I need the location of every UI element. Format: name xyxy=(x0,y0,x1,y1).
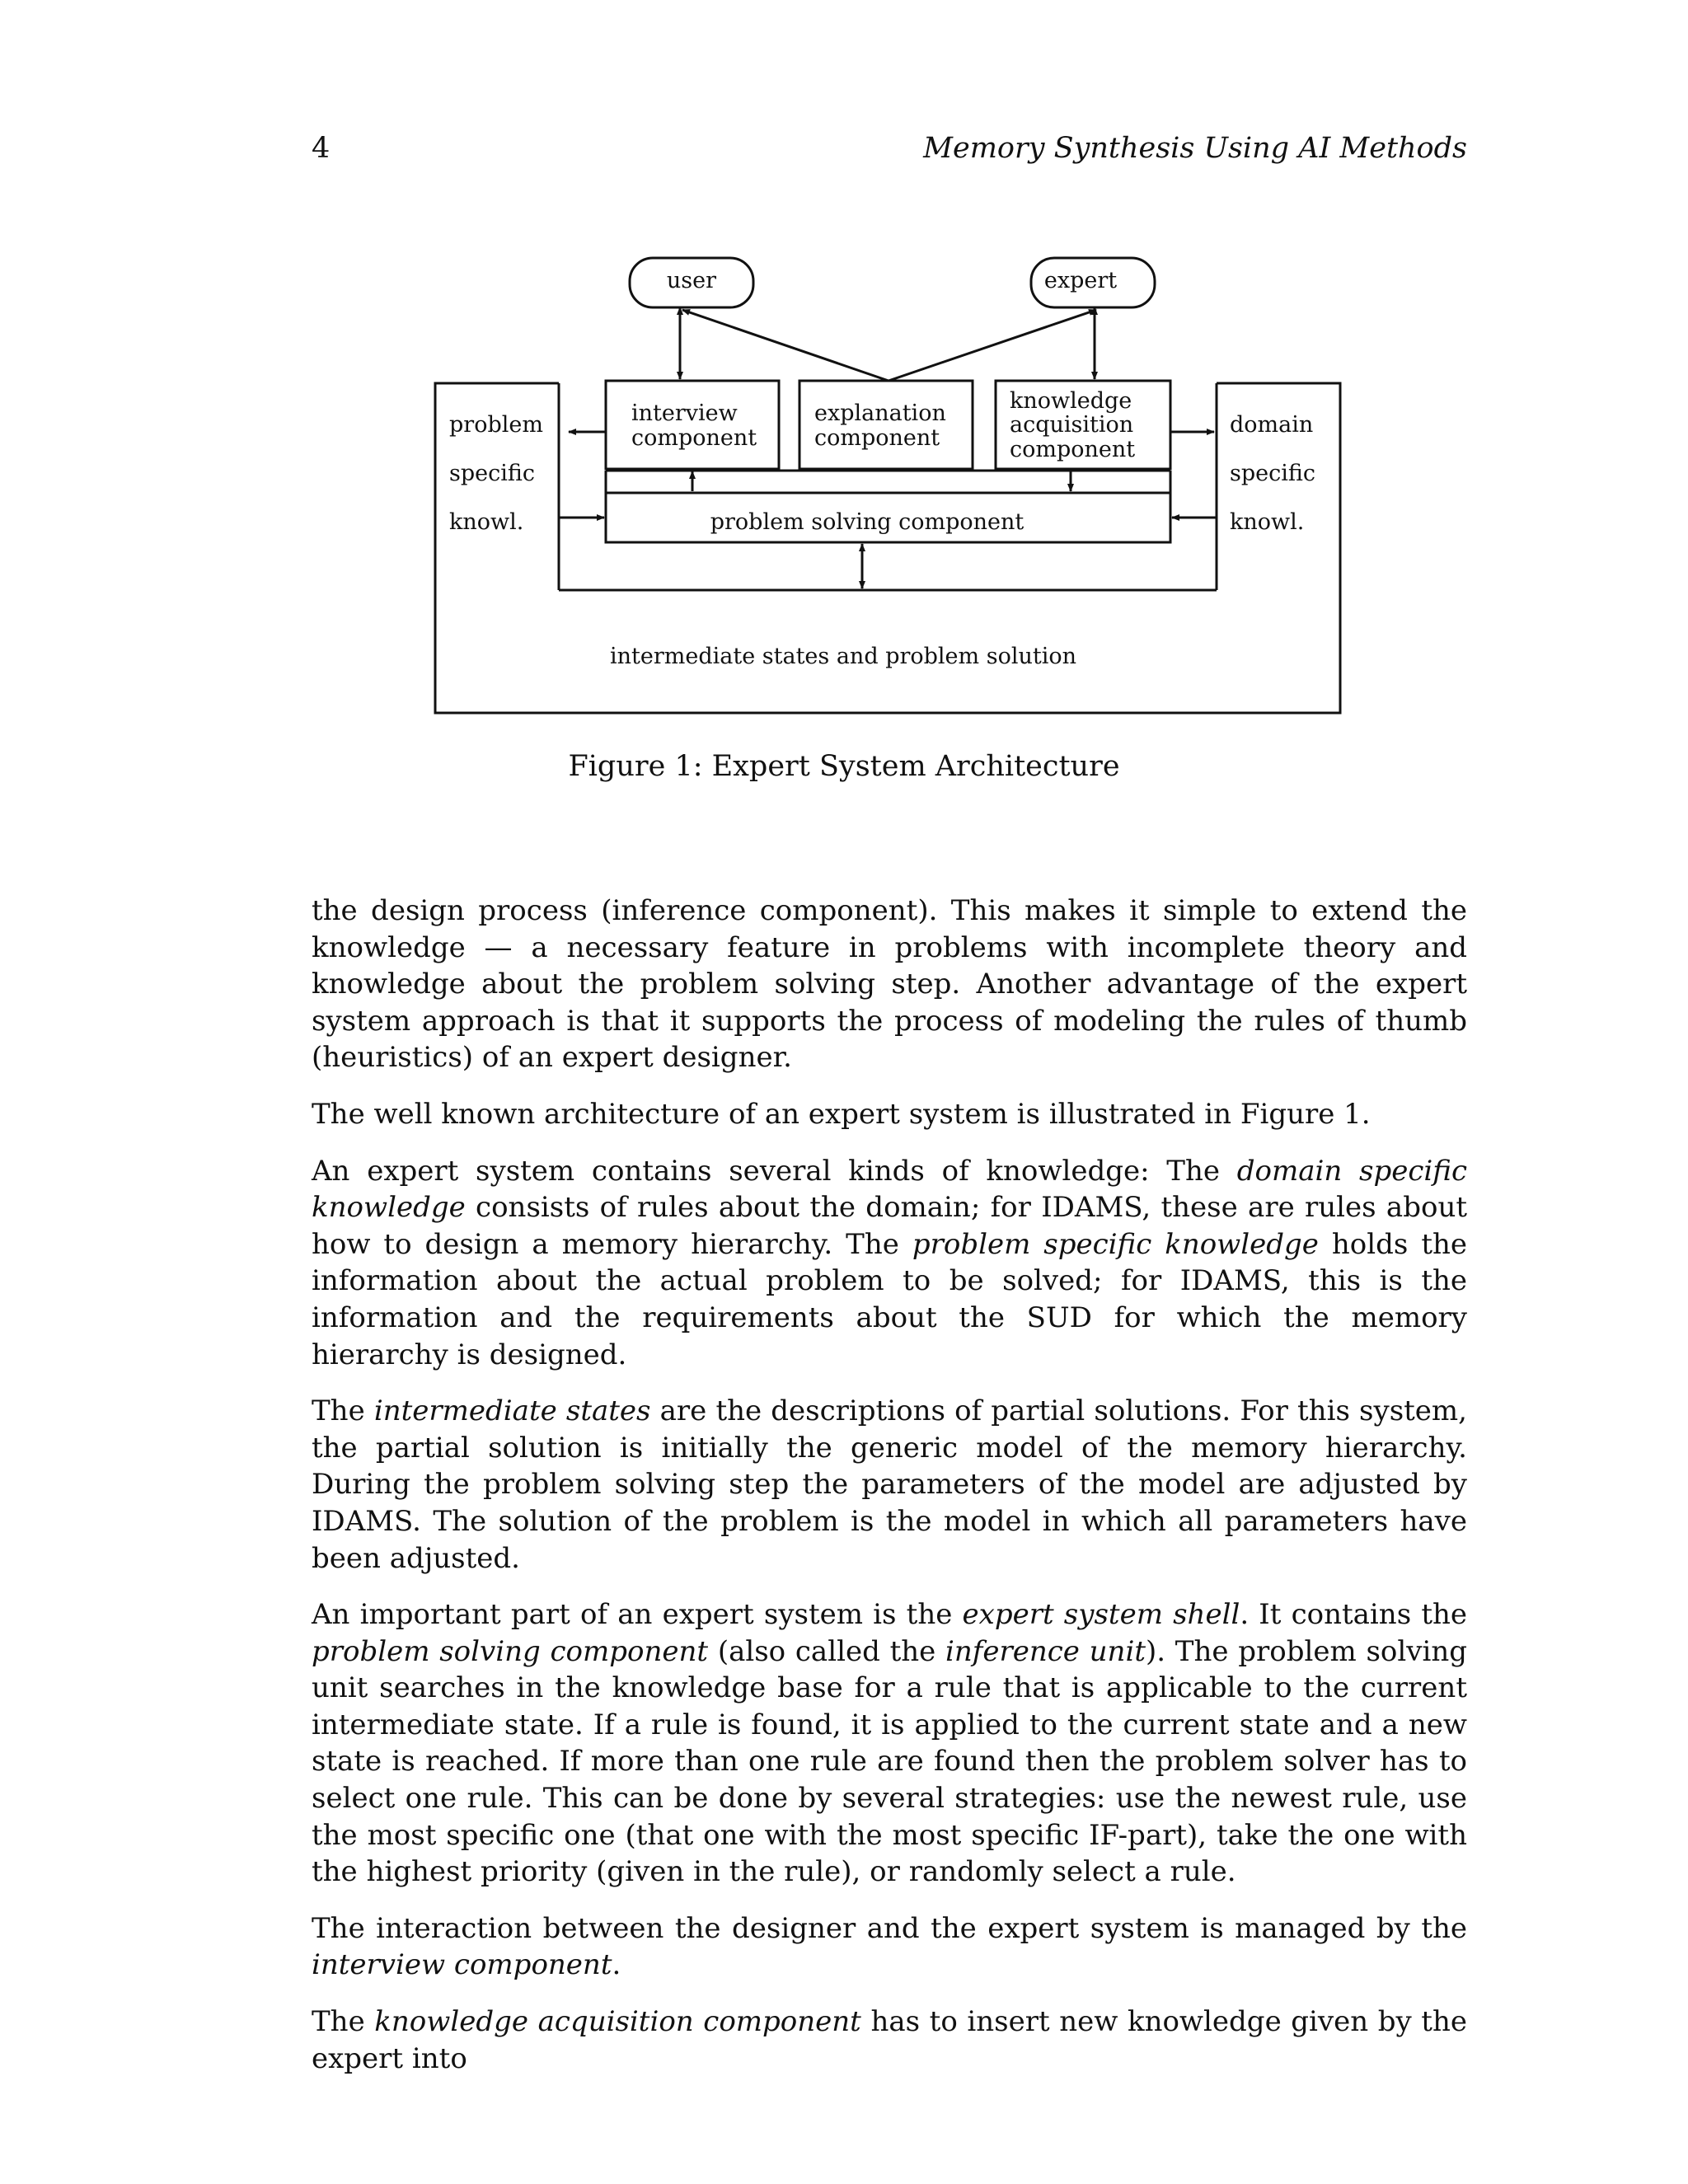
term-domain-specific-knowledge: domain specific knowledge xyxy=(312,1154,1467,1225)
problem-solving-label: problem solving component xyxy=(710,509,1025,535)
user-label: user xyxy=(666,268,717,293)
problem-specific-label-line1: problem xyxy=(449,412,543,438)
term-knowledge-acquisition-component: knowledge acquisition component xyxy=(374,2005,861,2039)
body-text xyxy=(312,893,1467,2097)
interview-label-line1: interview xyxy=(631,401,738,426)
knowledge-acquisition-label-line3: component xyxy=(1010,437,1136,462)
figure-expert-system-architecture xyxy=(0,0,1688,824)
domain-specific-label-line3: knowl. xyxy=(1230,509,1305,535)
paragraph-6: The interaction between the designer and the expert system is managed by the interview component. xyxy=(312,1911,1467,1982)
interview-label-line2: component xyxy=(631,425,757,451)
paragraph-7: The knowledge acquisition component has to insert new knowledge given by the expert into xyxy=(312,2005,1467,2075)
paragraph-1: the design process (inference component). This makes it simple to extend the knowledge — a necessary feature in problems with incomplete theory and knowledge about the problem solving step. Another advantage of the expert system approach is that it supports the process of modeling the rules of thumb (heuristics) of an expert designer. xyxy=(312,894,1467,1075)
intermediate-states-label: intermediate states and problem solution xyxy=(610,644,1076,669)
problem-specific-label-line2: specific xyxy=(449,461,536,486)
term-inference-unit: inference unit xyxy=(945,1634,1146,1668)
figure-caption: Figure 1: Expert System Architecture xyxy=(568,750,1120,783)
page-number: 4 xyxy=(312,132,331,165)
term-expert-system-shell: expert system shell xyxy=(962,1598,1240,1632)
paragraph-2: The well known architecture of an expert system is illustrated in Figure 1. xyxy=(312,1097,1371,1131)
expert-label: expert xyxy=(1043,268,1118,293)
domain-specific-label-line1: domain xyxy=(1230,412,1314,438)
paragraph-3: An expert system contains several kinds of knowledge: The domain specific knowledge consists of rules about the domain; for IDAMS, these are rules about how to design a memory hierarchy. The problem specific knowledge holds the information about the actual problem to be solved; for IDAMS, this is the information and the requirements about the SUD for which the memory hierarchy is designed. xyxy=(312,1154,1467,1371)
paragraph-5: An important part of an expert system is the expert system shell. It contains the problem solving component (also called the inference unit). The problem solving unit searches in the knowledge base for a rule that is applicable to the current intermediate state. If a rule is found, it is applied to the current state and a new state is reached. If more than one rule are found then the problem solver has to select one rule. This can be done by several strategies: use the newest rule, use the most specific one (that one with the most specific IF-part), take the one with the highest priority (given in the rule), or randomly select a rule. xyxy=(312,1598,1467,1889)
term-problem-specific-knowledge: problem specific knowledge xyxy=(912,1227,1319,1261)
term-interview-component: interview component xyxy=(312,1948,612,1982)
term-problem-solving-component: problem solving component xyxy=(312,1634,709,1668)
explanation-label-line2: component xyxy=(814,425,940,451)
problem-specific-label-line3: knowl. xyxy=(449,509,524,535)
knowledge-acquisition-label-line1: knowledge xyxy=(1010,388,1132,414)
explanation-label-line1: explanation xyxy=(814,401,946,426)
running-title: Memory Synthesis Using AI Methods xyxy=(923,132,1467,165)
architecture-diagram xyxy=(0,0,1688,824)
term-intermediate-states: intermediate states xyxy=(373,1394,651,1428)
knowledge-acquisition-label-line2: acquisition xyxy=(1010,412,1134,438)
paragraph-4: The intermediate states are the descriptions of partial solutions. For this system, the partial solution is initially the generic model of the memory hierarchy. During the problem solving step the parameters of the model are adjusted by IDAMS. The solution of the problem is the model in which all parameters have been adjusted. xyxy=(312,1394,1467,1575)
domain-specific-label-line2: specific xyxy=(1230,461,1316,486)
